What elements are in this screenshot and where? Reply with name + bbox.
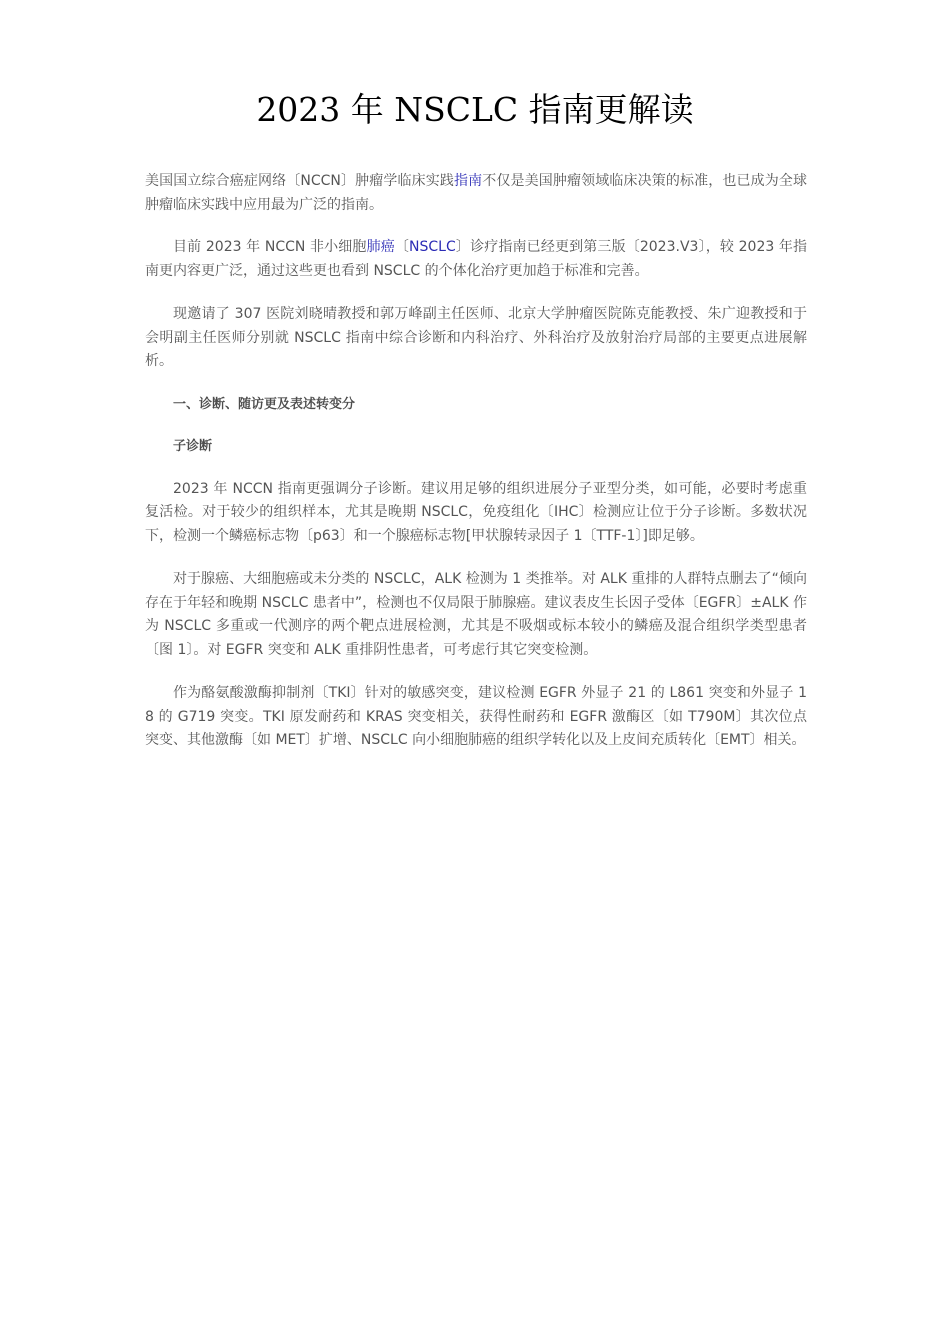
version-text-middle: 〔 — [394, 239, 410, 255]
version-text-after: 〕诊疗指南已经更到第三版〔2023.V3〕，较 2023 年指南更内容更广泛，通过这些更也看到 NSCLC 的个体化治疗更加趋于标准和完善。 — [145, 239, 808, 279]
nsclc-link[interactable]: NSCLC — [409, 239, 456, 255]
molecular-diagnosis-paragraph: 2023 年 NCCN 指南更强调分子诊断。建议用足够的组织进展分子亚型分类，如可能，必要时考虑重复活检。对于较少的组织样本，尤其是晚期 NSCLC，免疫组化〔IHC〕检测应让位于分子诊断。多数状况下，检测一个鳞癌标志物〔p63〕和一个腺癌标志物[甲状腺转录因子 1〔TTF-1〕]即足够。 — [145, 480, 807, 544]
document-body — [145, 170, 807, 773]
subsection-heading: 子诊断 — [173, 438, 213, 454]
intro-paragraph — [145, 170, 807, 217]
guideline-link[interactable]: 指南 — [454, 173, 483, 189]
experts-paragraph: 现邀请了 307 医院刘晓晴教授和郭万峰副主任医师、北京大学肿瘤医院陈克能教授、朱广迎教授和于会明副主任医师分别就 NSCLC 指南中综合诊断和内科治疗、外科治疗及放射治疗局部的主要更点进展解析。 — [145, 306, 807, 369]
intro-text-after: 不仅是美国肿瘤领域临床决策的标准，也已成为全球肿瘤临床实践中应用最为广泛的指南。 — [145, 173, 807, 213]
version-paragraph — [145, 236, 807, 283]
section-heading: 一、诊断、随访更及表述转变分 — [173, 396, 356, 412]
version-text-before: 目前 2023 年 NCCN 非小细胞 — [173, 239, 367, 255]
tki-mutation-paragraph: 作为酪氨酸激酶抑制剂〔TKI〕针对的敏感突变，建议检测 EGFR 外显子 21 的 L861 突变和外显子 18 的 G719 突变。TKI 原发耐药和 KRAS 突变相关，获得性耐药和 EGFR 激酶区〔如 T790M〕其次位点突变、其他激酶〔如 MET〕扩增、NSCLC 向小细胞肺癌的组织学转化以及上皮间充质转化〔EMT〕相关。 — [145, 685, 807, 748]
lung-cancer-link[interactable]: 肺癌 — [366, 239, 395, 255]
intro-text-before: 美国国立综合癌症网络〔NCCN〕肿瘤学临床实践 — [145, 173, 454, 189]
page-title: 2023 年 NSCLC 指南更解读 — [256, 90, 694, 129]
alk-testing-paragraph: 对于腺癌、大细胞癌或未分类的 NSCLC，ALK 检测为 1 类推举。对 ALK 重排的人群特点删去了“倾向存在于年轻和晚期 NSCLC 患者中”，检测也不仅局限于肺腺癌。建议表皮生长因子受体〔EGFR〕±ALK 作为 NSCLC 多重或一代测序的两个靶点进展检测，尤其是不吸烟或标本较小的鳞癌及混合组织学类型患者〔图 1〕。对 EGFR 突变和 ALK 重排阴性患者，可考虑行其它突变检测。 — [145, 571, 807, 658]
